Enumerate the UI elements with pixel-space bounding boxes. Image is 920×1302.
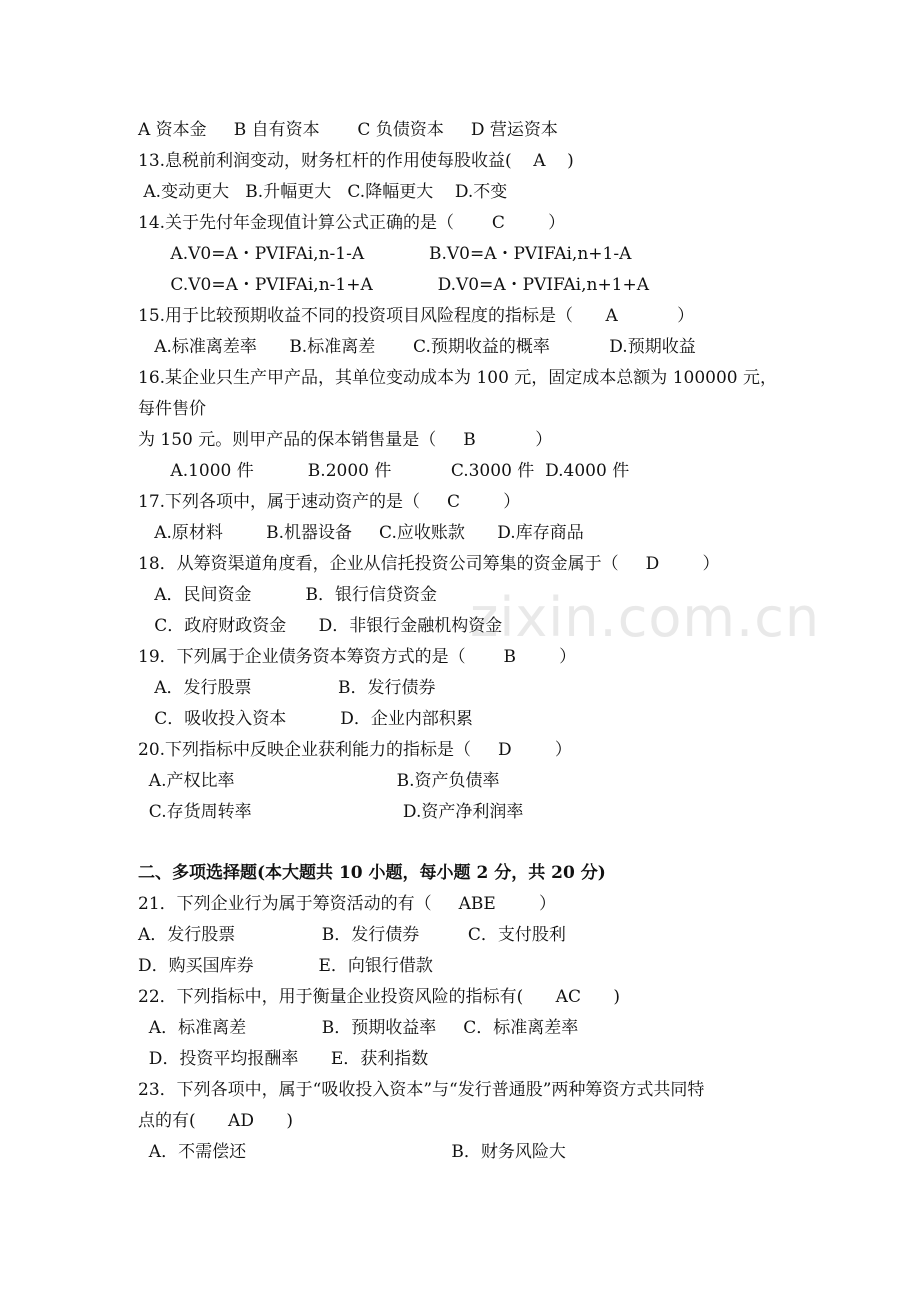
question-13: 13.息税前利润变动，财务杠杆的作用使每股收益( A ) [138,151,574,171]
question-22: 22．下列指标中，用于衡量企业投资风险的指标有( AC ) [138,987,621,1007]
question-17: 17.下列各项中，属于速动资产的是（ C ） [138,492,521,512]
question-21: 21．下列企业行为属于筹资活动的有（ ABE ） [138,894,557,914]
question-15: 15.用于比较预期收益不同的投资项目风险程度的指标是（ A ） [138,306,695,326]
question-16: 16.某企业只生产甲产品，其单位变动成本为 100 元，固定成本总额为 100000 元， [138,368,777,388]
options-q21-de: D．购买国库券 E．向银行借款 [138,956,433,976]
options-q18-ab: A．民间资金 B．银行信贷资金 [138,585,438,605]
options-q18-cd: C．政府财政资金 D．非银行金融机构资金 [138,616,503,636]
option-line-q12: A 资本金 B 自有资本 C 负债资本 D 营运资本 [138,120,558,140]
options-q17: A.原材料 B.机器设备 C.应收账款 D.库存商品 [138,523,584,543]
question-19: 19．下列属于企业债务资本筹资方式的是（ B ） [138,647,577,667]
options-q23-ab: A．不需偿还 B．财务风险大 [138,1142,566,1162]
question-16-cont2: 为 150 元。则甲产品的保本销售量是（ B ） [138,430,553,450]
options-q14-ab: A.V0=A・PVIFAi,n-1-A B.V0=A・PVIFAi,n+1-A [138,244,632,264]
options-q14-cd: C.V0=A・PVIFAi,n-1+A D.V0=A・PVIFAi,n+1+A [138,275,650,295]
options-q20-ab: A.产权比率 B.资产负债率 [138,771,500,791]
options-q13: A.变动更大 B.升幅更大 C.降幅更大 D.不变 [138,182,508,202]
question-16-cont: 每件售价 [138,399,206,419]
options-q16: A.1000 件 B.2000 件 C.3000 件 D.4000 件 [138,461,630,481]
options-q15: A.标准离差率 B.标准离差 C.预期收益的概率 D.预期收益 [138,337,696,357]
question-23-cont: 点的有( AD ) [138,1111,294,1131]
options-q22-abc: A．标准离差 B．预期收益率 C．标准离差率 [138,1018,579,1038]
question-18: 18．从筹资渠道角度看，企业从信托投资公司筹集的资金属于（ D ） [138,554,720,574]
options-q19-cd: C．吸收投入资本 D．企业内部积累 [138,709,473,729]
options-q20-cd: C.存货周转率 D.资产净利润率 [138,802,524,822]
options-q19-ab: A．发行股票 B．发行债券 [138,678,436,698]
question-23: 23．下列各项中，属于“吸收投入资本”与“发行普通股”两种筹资方式共同特 [138,1080,705,1100]
question-20: 20.下列指标中反映企业获利能力的指标是（ D ） [138,740,572,760]
section-heading-multiple-choice: 二、多项选择题(本大题共 10 小题，每小题 2 分，共 20 分) [138,863,606,883]
options-q22-de: D．投资平均报酬率 E．获利指数 [138,1049,429,1069]
options-q21-abc: A．发行股票 B．发行债券 C．支付股利 [138,925,566,945]
question-14: 14.关于先付年金现值计算公式正确的是（ C ） [138,213,566,233]
watermark: zixin.com.cn [470,586,821,649]
